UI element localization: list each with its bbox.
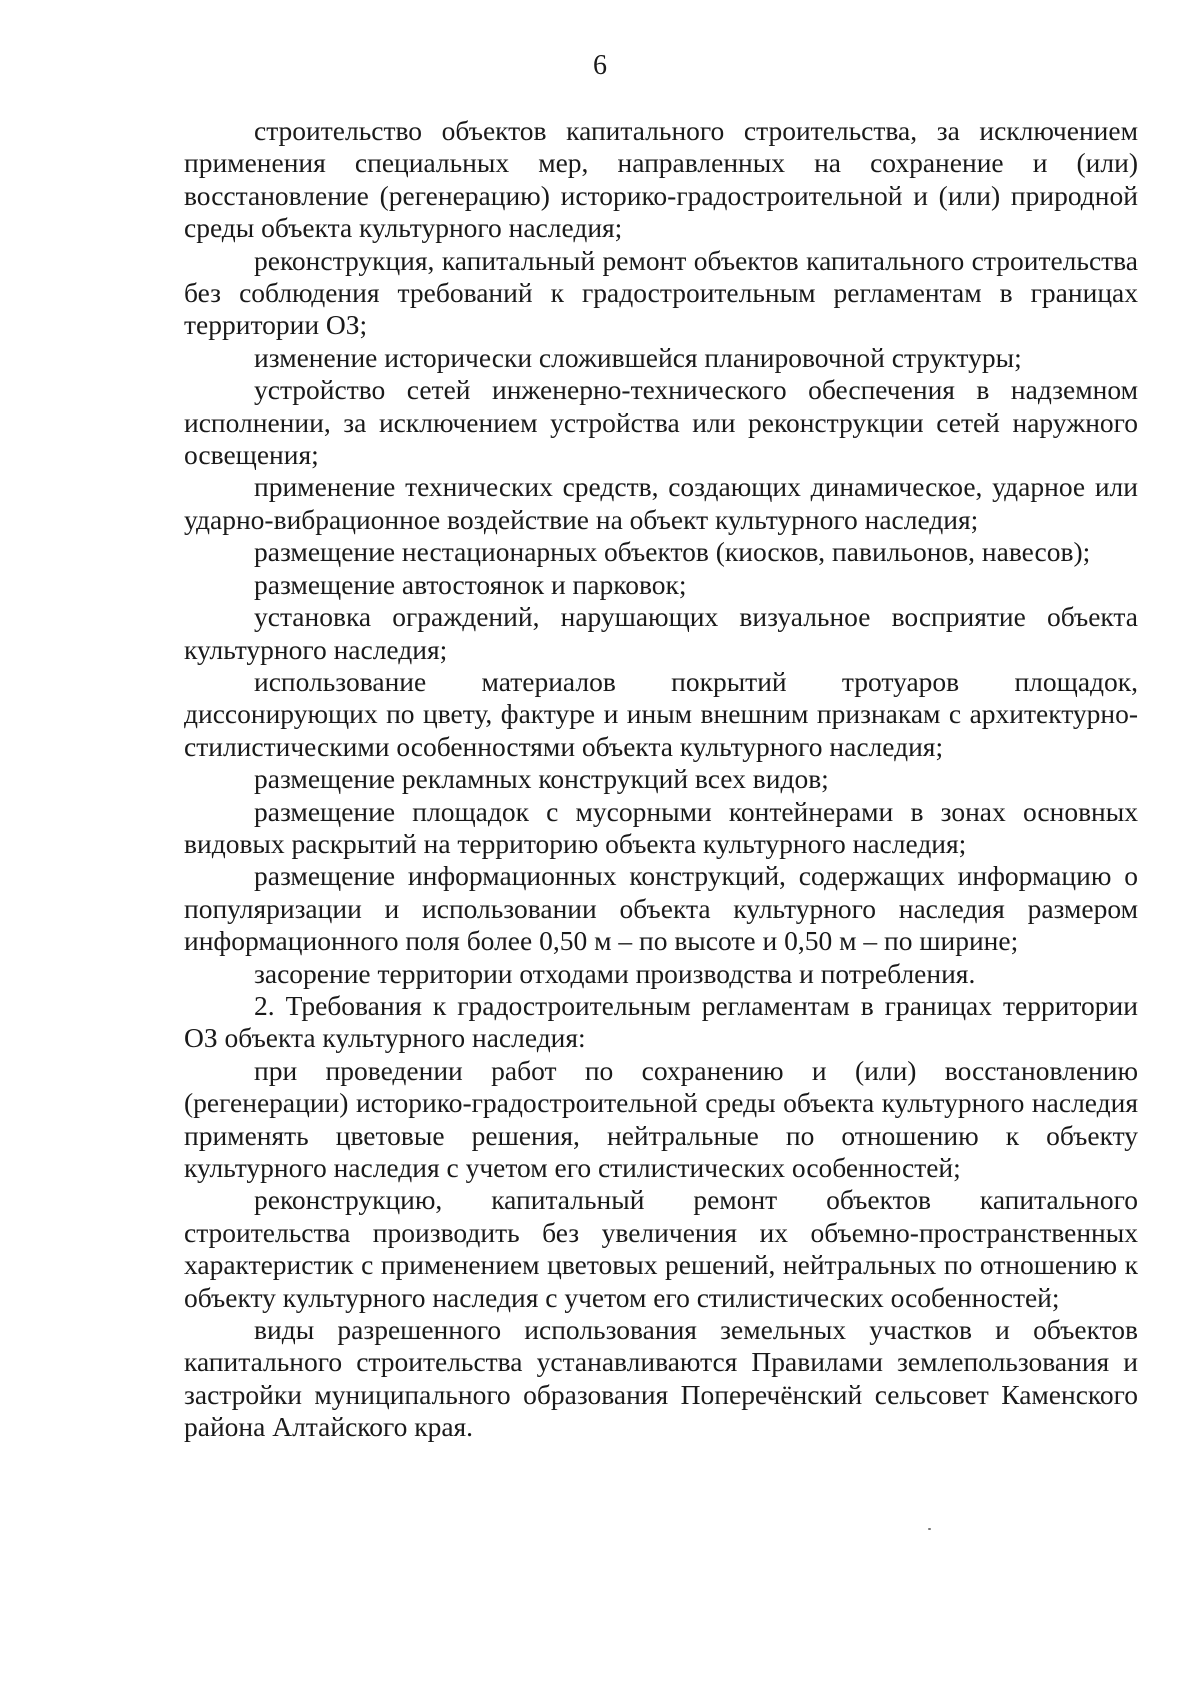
paragraph-restriction-reconstruction: реконструкция, капитальный ремонт объектов капитального строительства без соблюдения требований к градостроительным регламентам в границах территории ОЗ; — [184, 244, 1138, 341]
paragraph-restriction-kiosks: размещение нестационарных объектов (киосков, павильонов, навесов); — [254, 536, 1091, 568]
paragraph-restriction-pavement-materials: использование материалов покрытий тротуаров площадок, диссонирующих по цвету, фактуре и иным внешним признакам с архитектурно-стилистическими особенностями объекта культурного наследия; — [184, 665, 1138, 762]
paragraph-restriction-overhead-networks: устройство сетей инженерно-технического обеспечения в надземном исполнении, за исключением устройства или реконструкции сетей наружного освещения; — [184, 374, 1138, 471]
paragraph-restriction-parking: размещение автостоянок и парковок; — [254, 568, 687, 600]
paragraph-requirement-permitted-use: виды разрешенного использования земельных участков и объектов капитального строительства устанавливаются Правилами землепользования и застройки муниципального образования Поперечёнский сельсовет Каменского района Алтайского края. — [184, 1314, 1138, 1443]
paragraph-restriction-construction: строительство объектов капитального строительства, за исключением применения специальных мер, направленных на сохранение и (или) восстановление (регенерацию) историко-градостроительной и (или) природной среды объекта культурного наследия; — [184, 115, 1138, 244]
paragraph-restriction-waste-containers: размещение площадок с мусорными контейнерами в зонах основных видовых раскрытий на территорию объекта культурного наследия; — [184, 795, 1138, 859]
paragraph-restriction-planning-structure: изменение исторически сложившейся планировочной структуры; — [254, 341, 1022, 373]
paragraph-requirement-color-solutions: при проведении работ по сохранению и (или) восстановлению (регенерации) историко-градостроительной среды объекта культурного наследия применять цветовые решения, нейтральные по отношению к объекту культурного наследия с учетом его стилистических особенностей; — [184, 1054, 1138, 1183]
scan-artifact-dot — [928, 1528, 931, 1530]
page-number: 6 — [593, 50, 607, 81]
paragraph-restriction-advertising: размещение рекламных конструкций всех видов; — [254, 763, 829, 795]
document-body — [184, 115, 1138, 1444]
paragraph-requirement-reconstruction: реконструкцию, капитальный ремонт объектов капитального строительства производить без увеличения их объемно-пространственных характеристик с применением цветовых решений, нейтральных по отношению к объекту культурного наследия с учетом его стилистических особенностей; — [184, 1184, 1138, 1313]
paragraph-restriction-fences: установка ограждений, нарушающих визуальное восприятие объекта культурного наследия; — [184, 601, 1138, 665]
paragraph-section-2-heading: 2. Требования к градостроительным регламентам в границах территории ОЗ объекта культурного наследия: — [184, 989, 1138, 1054]
paragraph-restriction-info-signs: размещение информационных конструкций, содержащих информацию о популяризации и использовании объекта культурного наследия размером информационного поля более 0,50 м – по высоте и 0,50 м – по ширине; — [184, 860, 1138, 957]
paragraph-restriction-technical-means: применение технических средств, создающих динамическое, ударное или ударно-вибрационное воздействие на объект культурного наследия; — [184, 471, 1138, 535]
paragraph-restriction-littering: засорение территории отходами производства и потребления. — [254, 957, 976, 989]
